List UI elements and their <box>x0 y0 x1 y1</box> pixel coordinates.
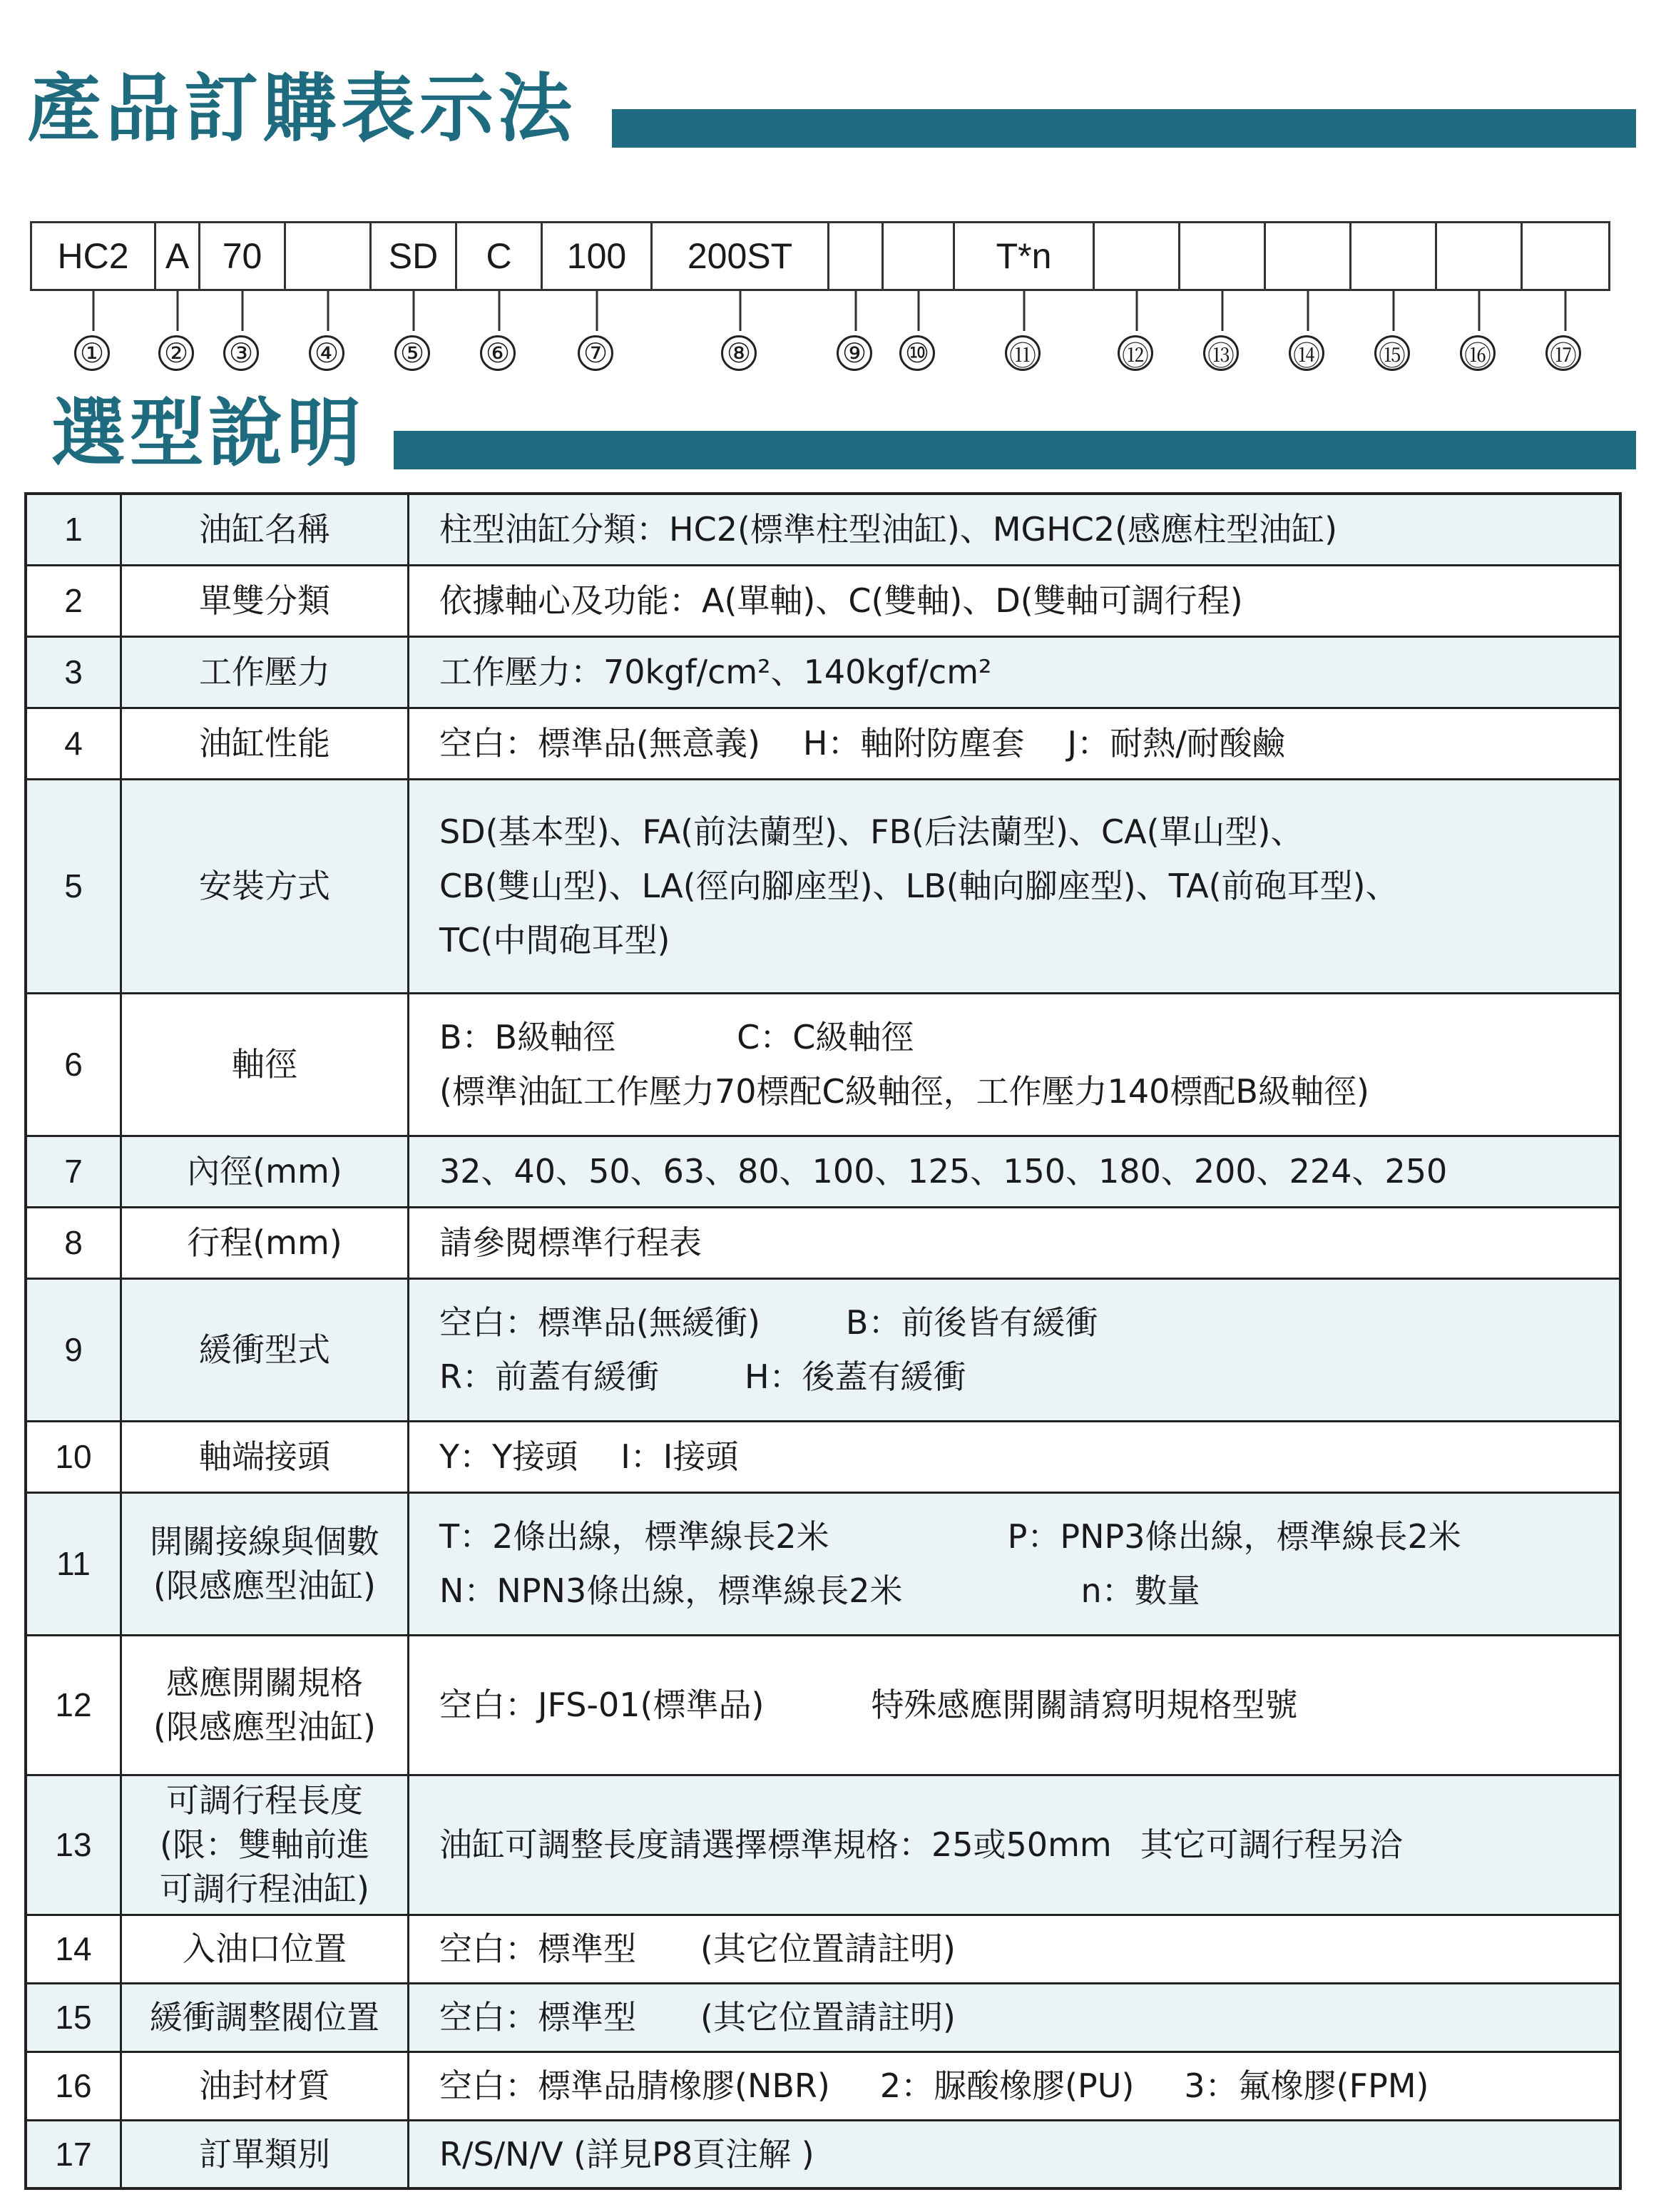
row-name-line: 緩衝調整閥位置 <box>150 1997 379 2037</box>
spec-heading <box>51 389 366 476</box>
code-number-3: ③ <box>223 335 259 371</box>
row-name-line: (限感應型油缸) <box>153 1566 376 1605</box>
row-name-line: 可調行程長度 <box>166 1780 363 1820</box>
row-description-part: 特殊感應開關請寫明規格型號 <box>871 1685 1298 1724</box>
code-number-4: ④ <box>309 335 344 371</box>
row-number: 15 <box>26 1983 121 2052</box>
row-number: 4 <box>26 708 121 779</box>
row-description-line <box>439 1823 1619 1867</box>
spec-row-17 <box>26 2120 1620 2188</box>
row-name <box>121 1635 409 1775</box>
code-number-14: ⑭ <box>1289 335 1324 371</box>
row-description-part: R：前蓋有緩衝 <box>439 1357 659 1396</box>
code-number-13: ⑬ <box>1203 335 1239 371</box>
row-description-part: I：I接頭 <box>620 1437 739 1476</box>
code-number-2: ② <box>158 335 194 371</box>
row-description <box>409 494 1621 565</box>
row-number: 17 <box>26 2120 121 2188</box>
spec-row-3 <box>26 636 1620 708</box>
code-tick <box>241 291 243 331</box>
row-description-line: SD(基本型)、FA(前法蘭型)、FB(后法蘭型)、CA(單山型)、 <box>439 812 1304 851</box>
spec-row-1 <box>26 494 1620 565</box>
row-description-part: B：B級軸徑 <box>439 1017 616 1056</box>
row-description <box>409 1421 1621 1492</box>
code-number-15: ⑮ <box>1374 335 1410 371</box>
spec-row-5 <box>26 779 1620 993</box>
code-number-1: ① <box>74 335 110 371</box>
row-description <box>409 1915 1621 1983</box>
spec-row-2 <box>26 565 1620 636</box>
code-number-5: ⑤ <box>394 335 430 371</box>
code-cell-15 <box>1351 223 1437 289</box>
row-name <box>121 708 409 779</box>
row-name-line: 工作壓力 <box>199 652 330 691</box>
row-number: 16 <box>26 2052 121 2120</box>
row-name <box>121 2052 409 2120</box>
row-description-line: 柱型油缸分類：HC2(標準柱型油缸)、MGHC2(感應柱型油缸) <box>439 510 1338 549</box>
code-cell-9 <box>829 223 884 289</box>
row-name-line: (限：雙軸前進 <box>160 1825 369 1864</box>
row-number: 11 <box>26 1492 121 1635</box>
row-name <box>121 2120 409 2188</box>
code-tick <box>92 291 94 331</box>
row-name <box>121 779 409 993</box>
row-name <box>121 494 409 565</box>
order-heading-bar <box>612 109 1636 148</box>
code-tick <box>498 291 500 331</box>
row-number: 8 <box>26 1207 121 1278</box>
row-description-line: 工作壓力：70kgf/cm²、140kgf/cm² <box>439 652 992 691</box>
code-tick <box>596 291 598 331</box>
row-description-part: T：2條出線，標準線長2米 <box>439 1517 829 1556</box>
code-tick <box>1023 291 1025 331</box>
row-description <box>409 636 1621 708</box>
code-cell-12 <box>1095 223 1180 289</box>
row-description-part: Y：Y接頭 <box>439 1437 578 1476</box>
row-description-part: 空白：標準型 <box>439 1997 636 2037</box>
row-description-line <box>439 1995 1619 2039</box>
row-description-line <box>439 1927 1619 1971</box>
row-number: 9 <box>26 1278 121 1421</box>
row-description-part: N：NPN3條出線，標準線長2米 <box>439 1571 903 1610</box>
row-name <box>121 565 409 636</box>
code-number-6: ⑥ <box>480 335 516 371</box>
code-cell-8: 200ST <box>653 223 829 289</box>
spec-row-12 <box>26 1635 1620 1775</box>
row-name <box>121 636 409 708</box>
row-number: 1 <box>26 494 121 565</box>
row-number: 5 <box>26 779 121 993</box>
row-description-part: P：PNP3條出線，標準線長2米 <box>1007 1517 1461 1556</box>
order-code-row <box>30 221 1610 291</box>
spec-row-15 <box>26 1983 1620 2052</box>
row-description <box>409 2052 1621 2120</box>
code-number-9: ⑨ <box>837 335 872 371</box>
row-description-part: 空白：標準品(無緩衝) <box>439 1303 760 1342</box>
row-description-line <box>439 1683 1619 1727</box>
row-description <box>409 708 1621 779</box>
row-name-line: 緩衝型式 <box>199 1330 330 1369</box>
row-name <box>121 993 409 1136</box>
code-cell-14 <box>1266 223 1351 289</box>
row-description <box>409 1775 1621 1915</box>
code-cell-1: HC2 <box>32 223 156 289</box>
code-number-17: ⑰ <box>1545 335 1581 371</box>
code-tick <box>917 291 919 331</box>
row-name-line: 內徑(mm) <box>187 1151 342 1191</box>
row-description-part: H：後蓋有緩衝 <box>744 1357 966 1396</box>
row-description-part: C：C級軸徑 <box>737 1017 914 1056</box>
row-description <box>409 1492 1621 1635</box>
code-cell-17 <box>1523 223 1608 289</box>
code-tick <box>1565 291 1567 331</box>
row-description-part: B：前後皆有緩衝 <box>845 1303 1098 1342</box>
row-name <box>121 1983 409 2052</box>
row-description-part: 空白：標準品(無意義) <box>439 723 760 763</box>
row-name-line: (限感應型油缸) <box>153 1708 376 1746</box>
row-description-line: R/S/N/V (詳見P8頁注解 ) <box>439 2134 814 2173</box>
code-tick <box>1135 291 1138 331</box>
code-number-8: ⑧ <box>721 335 757 371</box>
spec-heading-text: 選型說明 <box>51 389 366 476</box>
row-description-part: 空白：標準品腈橡膠(NBR) <box>439 2066 830 2105</box>
spec-row-6 <box>26 993 1620 1136</box>
row-name <box>121 1278 409 1421</box>
code-tick <box>412 291 414 331</box>
row-description-line <box>439 721 1619 765</box>
row-description-line: TC(中間砲耳型) <box>439 921 670 960</box>
code-cell-6: C <box>457 223 543 289</box>
row-name-line: 安裝方式 <box>199 866 330 905</box>
row-description-line <box>439 1355 1619 1399</box>
row-number: 13 <box>26 1775 121 1915</box>
spec-row-14 <box>26 1915 1620 1983</box>
row-description-part: 空白：JFS-01(標準品) <box>439 1685 765 1724</box>
row-description-part: 油缸可調整長度請選擇標準規格：25或50mm <box>439 1825 1112 1864</box>
row-name <box>121 1421 409 1492</box>
spec-row-10 <box>26 1421 1620 1492</box>
row-name-line: 單雙分類 <box>199 581 330 620</box>
code-cell-7: 100 <box>543 223 653 289</box>
row-description-line <box>439 2064 1619 2108</box>
row-name-line: 軸徑 <box>232 1044 297 1084</box>
order-heading <box>27 65 577 152</box>
code-number-7: ⑦ <box>578 335 613 371</box>
row-description-part: (其它位置請註明) <box>700 1929 956 1968</box>
row-name-line: 油缸名稱 <box>199 510 330 549</box>
row-number: 10 <box>26 1421 121 1492</box>
row-name-line: 油缸性能 <box>199 723 330 763</box>
row-description-part: 3：氟橡膠(FPM) <box>1184 2066 1429 2105</box>
row-description-line: 依據軸心及功能：A(單軸)、C(雙軸)、D(雙軸可調行程) <box>439 581 1243 620</box>
row-description-part: 其它可調行程另洽 <box>1140 1825 1403 1864</box>
row-description-part: 2：脲酸橡膠(PU) <box>879 2066 1135 2105</box>
code-tick <box>1307 291 1309 331</box>
row-name-line: 軸端接頭 <box>199 1437 330 1476</box>
spec-row-4 <box>26 708 1620 779</box>
code-tick <box>854 291 857 331</box>
spec-row-7 <box>26 1136 1620 1207</box>
row-description-line: (標準油缸工作壓力70標配C級軸徑，工作壓力140標配B級軸徑) <box>439 1072 1369 1111</box>
row-description <box>409 779 1621 993</box>
row-description-part: n：數量 <box>1080 1571 1200 1610</box>
spec-row-8 <box>26 1207 1620 1278</box>
code-number-12: ⑫ <box>1118 335 1153 371</box>
code-cell-5: SD <box>372 223 457 289</box>
code-tick <box>327 291 329 331</box>
code-cell-2: A <box>156 223 200 289</box>
row-number: 14 <box>26 1915 121 1983</box>
row-name <box>121 1915 409 1983</box>
row-number: 2 <box>26 565 121 636</box>
code-number-16: ⑯ <box>1460 335 1496 371</box>
code-tick <box>1221 291 1223 331</box>
code-tick <box>739 291 741 331</box>
code-tick <box>1392 291 1394 331</box>
row-description-line <box>439 1514 1619 1559</box>
row-name-line: 入油口位置 <box>183 1929 347 1968</box>
order-heading-text: 產品訂購表示法 <box>27 65 577 152</box>
code-number-11: ⑪ <box>1005 335 1041 371</box>
row-description <box>409 565 1621 636</box>
row-description-part: H：軸附防塵套 <box>802 723 1025 763</box>
row-description-part: J：耐熱/耐酸鹼 <box>1067 723 1285 763</box>
row-description <box>409 1635 1621 1775</box>
row-name-line: 感應開關規格 <box>166 1663 363 1702</box>
row-number: 12 <box>26 1635 121 1775</box>
row-description-line: CB(雙山型)、LA(徑向腳座型)、LB(軸向腳座型)、TA(前砲耳型)、 <box>439 866 1399 905</box>
row-number: 3 <box>26 636 121 708</box>
row-description-line <box>439 1434 1619 1479</box>
row-description-part: 空白：標準型 <box>439 1929 636 1968</box>
row-description <box>409 993 1621 1136</box>
row-name-line: 油封材質 <box>199 2066 330 2105</box>
spec-table <box>24 492 1622 2190</box>
code-cell-11: T*n <box>955 223 1095 289</box>
row-name <box>121 1492 409 1635</box>
row-description <box>409 1136 1621 1207</box>
row-number: 6 <box>26 993 121 1136</box>
code-tick <box>1478 291 1480 331</box>
row-name <box>121 1775 409 1915</box>
spec-row-9 <box>26 1278 1620 1421</box>
row-description <box>409 1983 1621 2052</box>
row-description <box>409 2120 1621 2188</box>
row-name-line: 訂單類別 <box>199 2134 330 2173</box>
row-name-line: 可調行程油缸) <box>160 1870 369 1909</box>
code-number-10: ⑩ <box>899 335 935 371</box>
row-name <box>121 1207 409 1278</box>
row-description <box>409 1278 1621 1421</box>
spec-row-13 <box>26 1775 1620 1915</box>
row-name-line: 開關接線與個數 <box>150 1522 379 1561</box>
row-description-part: (其它位置請註明) <box>700 1997 956 2037</box>
code-cell-10 <box>884 223 955 289</box>
spec-row-11 <box>26 1492 1620 1635</box>
row-description-line: 請參閱標準行程表 <box>439 1223 702 1262</box>
spec-row-16 <box>26 2052 1620 2120</box>
row-description-line <box>439 1015 1619 1059</box>
code-cell-4 <box>286 223 372 289</box>
code-cell-13 <box>1180 223 1266 289</box>
row-description <box>409 1207 1621 1278</box>
code-cell-16 <box>1437 223 1523 289</box>
row-description-line: 32、40、50、63、80、100、125、150、180、200、224、250 <box>439 1151 1448 1191</box>
code-tick <box>176 291 178 331</box>
row-number: 7 <box>26 1136 121 1207</box>
code-cell-3: 70 <box>200 223 286 289</box>
spec-heading-bar <box>394 431 1636 469</box>
row-description-line <box>439 1300 1619 1345</box>
row-name <box>121 1136 409 1207</box>
row-name-line: 行程(mm) <box>187 1223 342 1262</box>
row-description-line <box>439 1569 1619 1613</box>
